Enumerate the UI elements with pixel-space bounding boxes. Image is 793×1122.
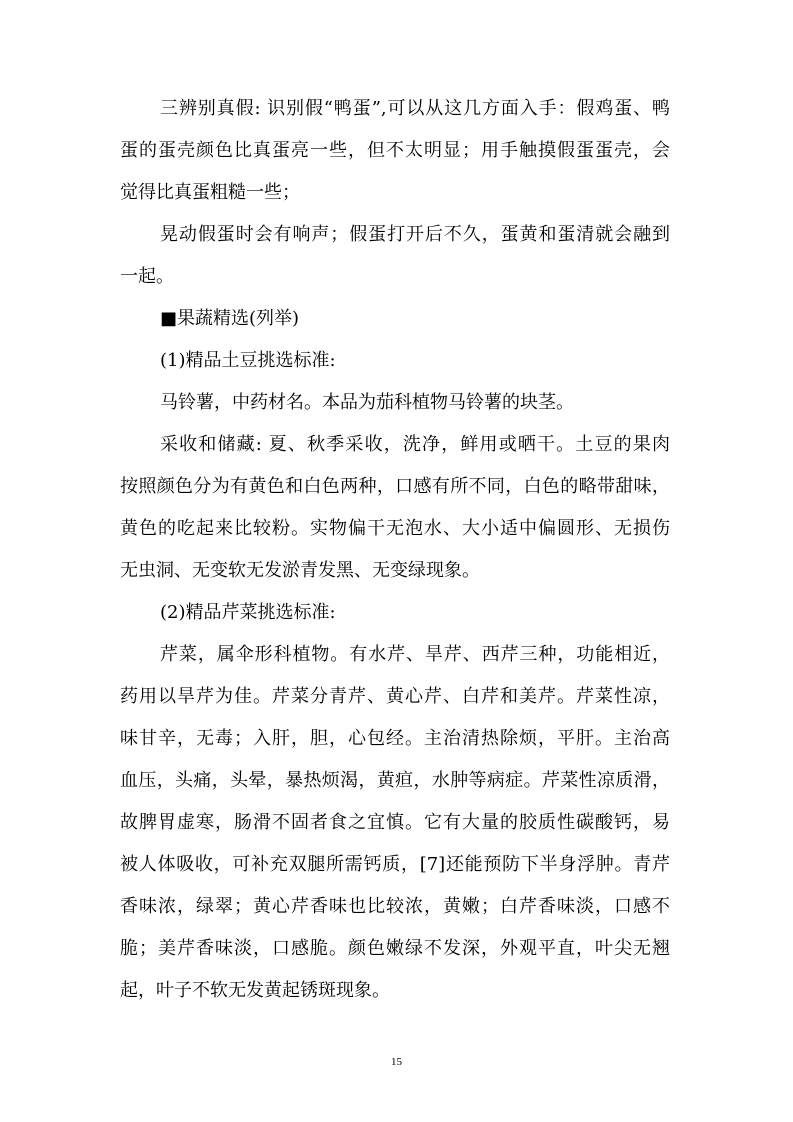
text-line: 三辨别真假: 识别假“鸭蛋”,可以从这几方面入手：假鸡蛋、鸭 [160,98,670,119]
subheading-celery [120,592,670,634]
text-line: 脆；美芹香味淡，口感脆。颜色嫩绿不发深，外观平直，叶尖无翘 [120,938,670,959]
paragraph-potato-intro [120,382,670,424]
text-line: 晃动假蛋时会有响声；假蛋打开后不久，蛋黄和蛋清就会融到 [160,224,670,245]
document-body [120,88,670,1012]
text-line: 血压，头痛，头晕，暴热烦渴，黄疸，水肿等病症。芹菜性凉质滑， [120,770,670,791]
text-line: 故脾胃虚寒，肠滑不固者食之宜慎。它有大量的胶质性碳酸钙，易 [120,812,670,833]
paragraph-potato-harvest [120,424,670,592]
text-line: 味甘辛，无毒；入肝，胆，心包经。主治清热除烦，平肝。主治高 [120,728,670,749]
text-line: 按照颜色分为有黄色和白色两种，口感有所不同，白色的略带甜味， [120,476,670,497]
page-number: 15 [391,1056,402,1068]
section-heading: ■果蔬精选(列举) [160,308,300,329]
paragraph-celery [120,634,670,1012]
text-line: 采收和储藏: 夏、秋季采收，洗净，鲜用或晒干。土豆的果肉 [160,434,670,455]
paragraph-fake-egg-shake [120,214,670,298]
text-line: 黄色的吃起来比较粉。实物偏干无泡水、大小适中偏圆形、无损伤 [120,518,670,539]
subheading: (2)精品芹菜挑选标准: [160,602,336,623]
section-heading-produce [120,298,670,340]
text-line: 无虫洞、无变软无发淤青发黑、无变绿现象。 [120,560,480,581]
text-line: 香味浓，绿翠；黄心芹香味也比较浓，黄嫩；白芹香味淡，口感不 [120,896,670,917]
subheading-potato [120,340,670,382]
paragraph-fake-egg-identification [120,88,670,214]
text-line: 药用以旱芹为佳。芹菜分青芹、黄心芹、白芹和美芹。芹菜性凉， [120,686,670,707]
subheading: (1)精品土豆挑选标准: [160,350,336,371]
text-line: 马铃薯，中药材名。本品为茄科植物马铃薯的块茎。 [160,392,574,413]
text-line: 蛋的蛋壳颜色比真蛋亮一些，但不太明显；用手触摸假蛋蛋壳，会 [120,140,670,161]
text-line: 起，叶子不软无发黄起锈斑现象。 [120,980,390,1001]
text-line: 被人体吸收，可补充双腿所需钙质，[7]还能预防下半身浮肿。青芹 [120,854,670,875]
text-line: 一起。 [120,266,174,287]
text-line: 觉得比真蛋粗糙一些； [120,182,300,203]
text-line: 芹菜，属伞形科植物。有水芹、旱芹、西芹三种，功能相近， [160,644,670,665]
